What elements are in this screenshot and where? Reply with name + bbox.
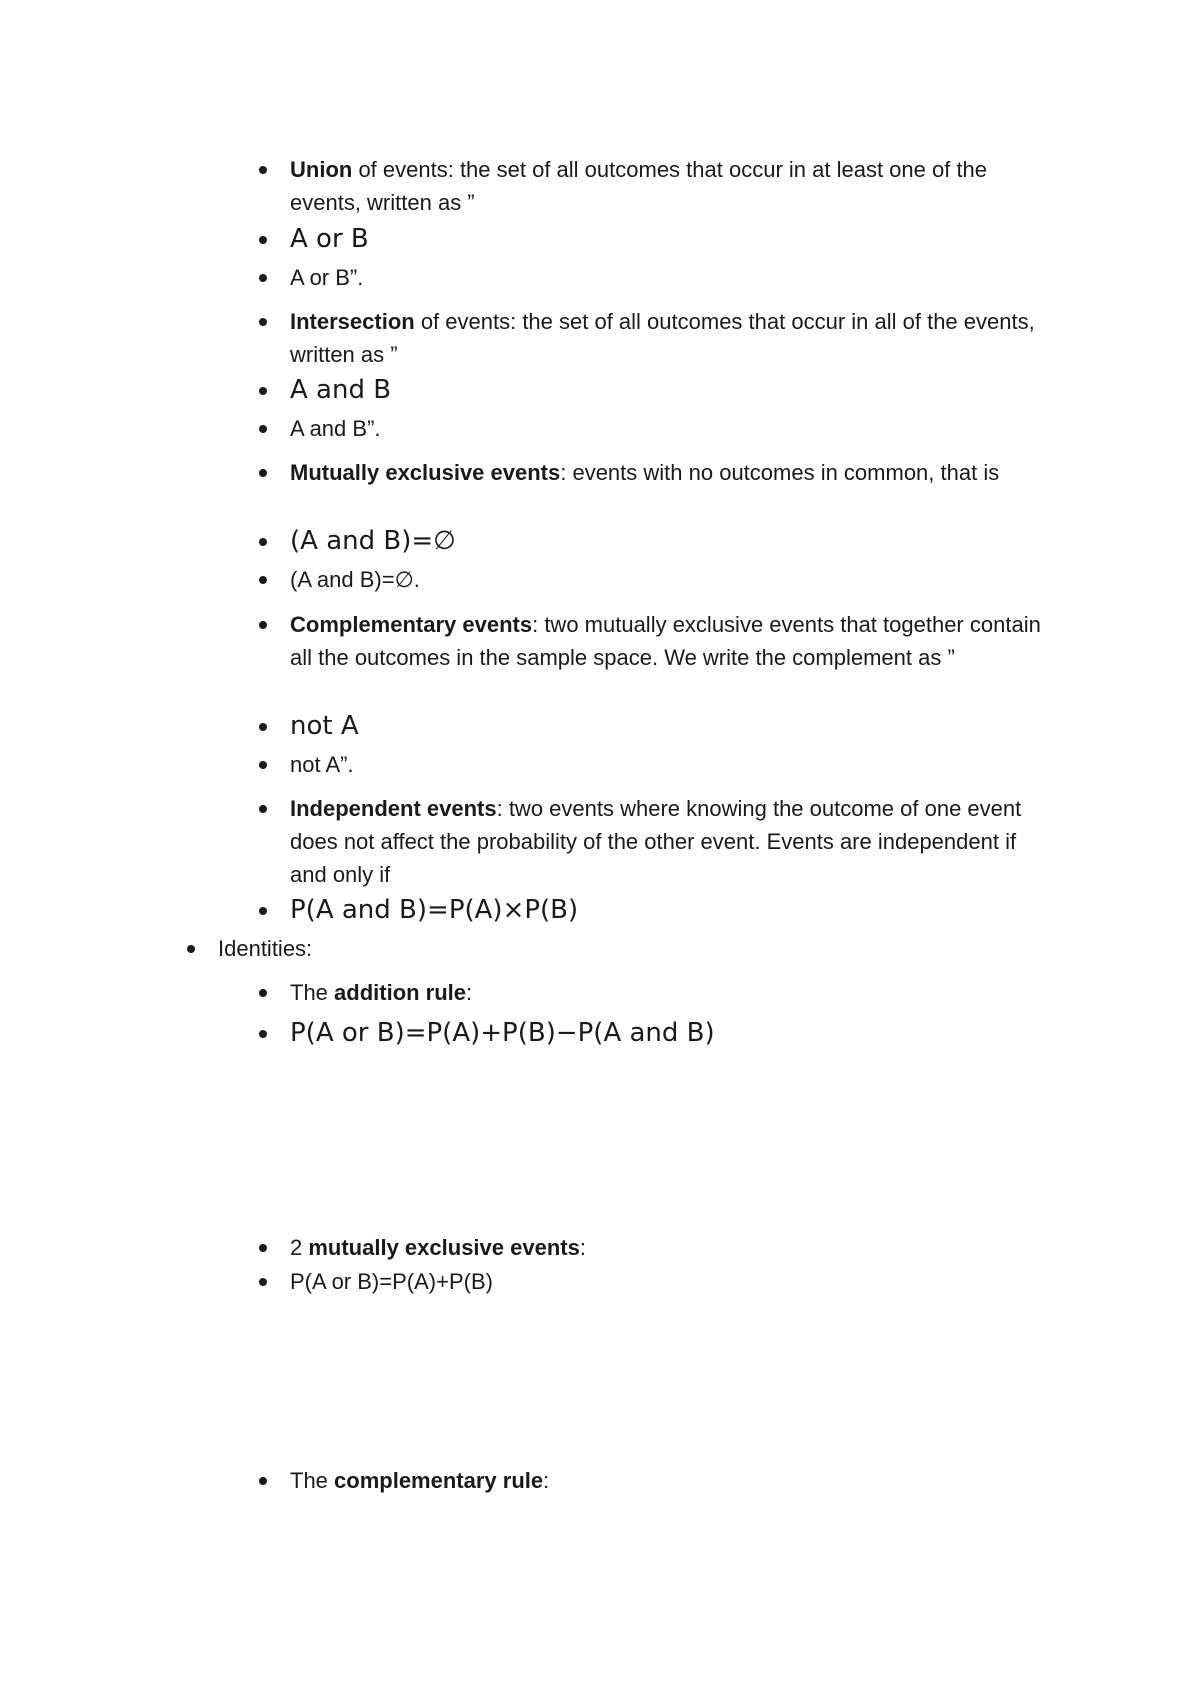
list-item-mutually-exclusive	[290, 456, 1050, 489]
list-item-two-mutually-exclusive	[290, 1231, 1050, 1264]
two-me-suffix: :	[579, 1235, 586, 1260]
term-complementary: Complementary events	[290, 612, 533, 637]
term-mutually-exclusive: Mutually exclusive events	[290, 460, 561, 485]
math-mutually-exclusive: (A and B)=∅	[290, 523, 1050, 559]
list-item-union	[290, 153, 1050, 219]
math-independent: P(A and B)=P(A)×P(B)	[290, 892, 1050, 928]
list-item-complementary-rule	[290, 1464, 1050, 1497]
definition-mutually-exclusive: : events with no outcomes in common, that is	[560, 460, 1000, 485]
math-complementary: not A	[290, 708, 1050, 744]
list-item-identities: Identities:	[218, 932, 1048, 965]
inline-union: A or B”.	[290, 261, 1050, 294]
math-two-mutually-exclusive: P(A or B)=P(A)+P(B)	[290, 1265, 1050, 1298]
list-item-addition-rule	[290, 976, 1050, 1009]
math-intersection: A and B	[290, 372, 1050, 408]
definition-union: of events: the set of all outcomes that occur in at least one of the events, written as ”	[290, 157, 988, 215]
two-me-prefix: 2	[290, 1235, 309, 1260]
term-union: Union	[290, 157, 353, 182]
term-intersection: Intersection	[290, 309, 415, 334]
term-addition-rule: addition rule	[334, 980, 467, 1005]
inline-mutually-exclusive: (A and B)=∅.	[290, 563, 1050, 596]
addition-suffix: :	[466, 980, 473, 1005]
definition-independent: : two events where knowing the outcome of one event does not affect the probability of the other event. Events are independent if and only if	[290, 796, 1022, 887]
addition-prefix: The	[290, 980, 335, 1005]
complementary-rule-suffix: :	[543, 1468, 550, 1493]
definition-intersection: of events: the set of all outcomes that occur in all of the events, written as ”	[290, 309, 1035, 367]
math-union: A or B	[290, 221, 1050, 257]
inline-complementary: not A”.	[290, 748, 1050, 781]
list-item-intersection	[290, 305, 1050, 371]
definition-complementary: : two mutually exclusive events that together contain all the outcomes in the sample space. We write the complement as ”	[290, 612, 1041, 670]
term-complementary-rule: complementary rule	[334, 1468, 544, 1493]
list-item-independent	[290, 792, 1050, 891]
complementary-rule-prefix: The	[290, 1468, 335, 1493]
math-addition-rule: P(A or B)=P(A)+P(B)−P(A and B)	[290, 1015, 1050, 1051]
inline-intersection: A and B”.	[290, 412, 1050, 445]
list-item-complementary	[290, 608, 1050, 674]
term-independent: Independent events	[290, 796, 497, 821]
term-mutually-exclusive-events: mutually exclusive events	[308, 1235, 580, 1260]
